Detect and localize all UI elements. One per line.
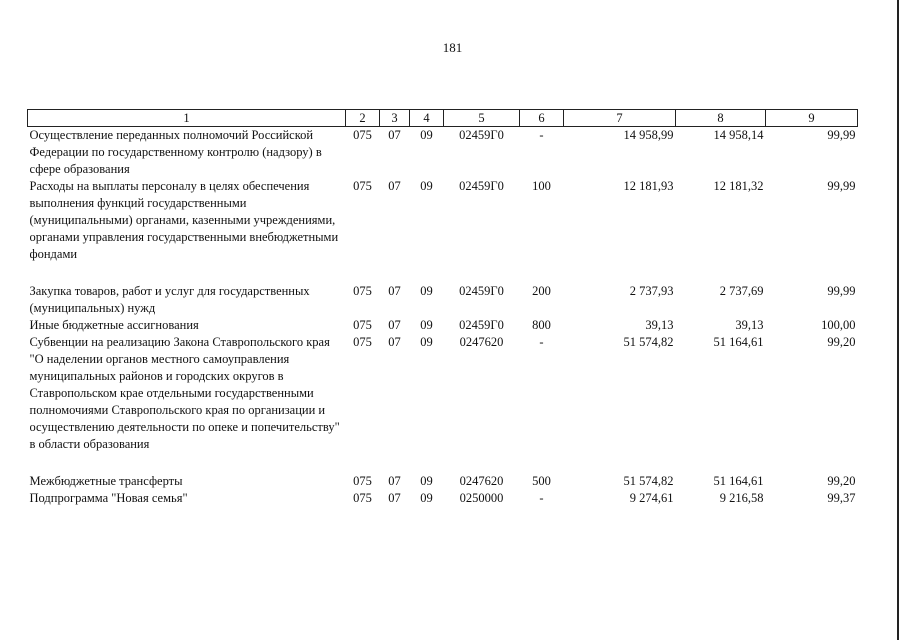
cell-ministry: 075	[353, 179, 372, 193]
column-header: 4	[410, 110, 444, 127]
cell-percent: 99,99	[827, 128, 856, 142]
cell-subsection: 09	[420, 128, 433, 142]
column-header: 2	[346, 110, 380, 127]
table-row	[28, 127, 858, 179]
cell-section: 07	[388, 179, 401, 193]
page-edge-rule	[897, 0, 899, 640]
cell-planned: 2 737,93	[629, 284, 674, 298]
cell-ministry: 075	[353, 491, 372, 505]
cell-ministry: 075	[353, 318, 372, 332]
cell-section: 07	[388, 284, 401, 298]
cell-percent: 100,00	[821, 318, 856, 332]
cell-subsection: 09	[420, 284, 433, 298]
cell-section: 07	[388, 491, 401, 505]
cell-ministry: 075	[353, 128, 372, 142]
cell-expense-type: -	[539, 491, 544, 505]
cell-target-article: 02459Г0	[459, 128, 504, 142]
row-name: Осуществление переданных полномочий Российской Федерации по государственному контролю (надзору) в сфере образования	[29, 128, 322, 176]
table-row	[28, 490, 858, 507]
row-name: Закупка товаров, работ и услуг для государственных (муниципальных) нужд	[29, 284, 310, 315]
cell-actual: 51 164,61	[713, 335, 764, 349]
column-header: 5	[444, 110, 520, 127]
cell-section: 07	[388, 128, 401, 142]
cell-percent: 99,99	[827, 284, 856, 298]
row-name: Субвенции на реализацию Закона Ставропольского края "О наделении органов местного самоуправления муниципальных районов и городских округов в Ставропольском крае отдельными государственными полномочиями Ставропольского края по организации и осуществлению деятельности по опеке и попечительству" в области образования	[29, 335, 340, 451]
cell-subsection: 09	[420, 335, 433, 349]
column-number-header	[28, 110, 858, 127]
cell-target-article: 0247620	[459, 474, 504, 488]
column-header: 6	[520, 110, 564, 127]
cell-expense-type: 500	[532, 474, 551, 488]
table-row	[28, 473, 858, 490]
cell-percent: 99,20	[827, 335, 856, 349]
column-header: 1	[28, 110, 346, 127]
cell-section: 07	[388, 318, 401, 332]
cell-planned: 51 574,82	[623, 335, 674, 349]
column-header: 7	[564, 110, 676, 127]
cell-expense-type: 800	[532, 318, 551, 332]
column-header: 3	[380, 110, 410, 127]
cell-subsection: 09	[420, 474, 433, 488]
cell-target-article: 02459Г0	[459, 179, 504, 193]
cell-subsection: 09	[420, 491, 433, 505]
table-row	[28, 283, 858, 317]
column-header: 8	[676, 110, 766, 127]
cell-ministry: 075	[353, 284, 372, 298]
cell-expense-type: -	[539, 128, 544, 142]
cell-target-article: 0250000	[459, 491, 504, 505]
cell-section: 07	[388, 335, 401, 349]
cell-subsection: 09	[420, 318, 433, 332]
row-name: Подпрограмма "Новая семья"	[29, 491, 188, 505]
cell-expense-type: 200	[532, 284, 551, 298]
table-row	[28, 317, 858, 334]
cell-actual: 14 958,14	[713, 128, 764, 142]
cell-planned: 39,13	[645, 318, 674, 332]
cell-percent: 99,20	[827, 474, 856, 488]
cell-ministry: 075	[353, 335, 372, 349]
budget-table	[27, 109, 858, 507]
cell-target-article: 02459Г0	[459, 318, 504, 332]
row-name: Расходы на выплаты персоналу в целях обеспечения выполнения функций государственными (муниципальными) органами, казенными учреждениями, органами управления государственными внебюджетными фондами	[29, 179, 339, 261]
cell-percent: 99,37	[827, 491, 856, 505]
row-spacer	[28, 263, 858, 283]
cell-actual: 51 164,61	[713, 474, 764, 488]
row-spacer	[28, 453, 858, 473]
cell-subsection: 09	[420, 179, 433, 193]
row-name: Межбюджетные трансферты	[29, 474, 183, 488]
cell-expense-type: -	[539, 335, 544, 349]
cell-actual: 9 216,58	[719, 491, 764, 505]
table-row	[28, 334, 858, 453]
column-header: 9	[766, 110, 858, 127]
page-number: 181	[442, 40, 463, 55]
cell-target-article: 0247620	[459, 335, 504, 349]
cell-target-article: 02459Г0	[459, 284, 504, 298]
cell-percent: 99,99	[827, 179, 856, 193]
cell-actual: 2 737,69	[719, 284, 764, 298]
cell-planned: 12 181,93	[623, 179, 674, 193]
table-row	[28, 178, 858, 263]
cell-expense-type: 100	[532, 179, 551, 193]
cell-actual: 39,13	[735, 318, 764, 332]
cell-section: 07	[388, 474, 401, 488]
cell-planned: 51 574,82	[623, 474, 674, 488]
cell-actual: 12 181,32	[713, 179, 764, 193]
row-name: Иные бюджетные ассигнования	[29, 318, 199, 332]
cell-ministry: 075	[353, 474, 372, 488]
cell-planned: 9 274,61	[629, 491, 674, 505]
cell-planned: 14 958,99	[623, 128, 674, 142]
